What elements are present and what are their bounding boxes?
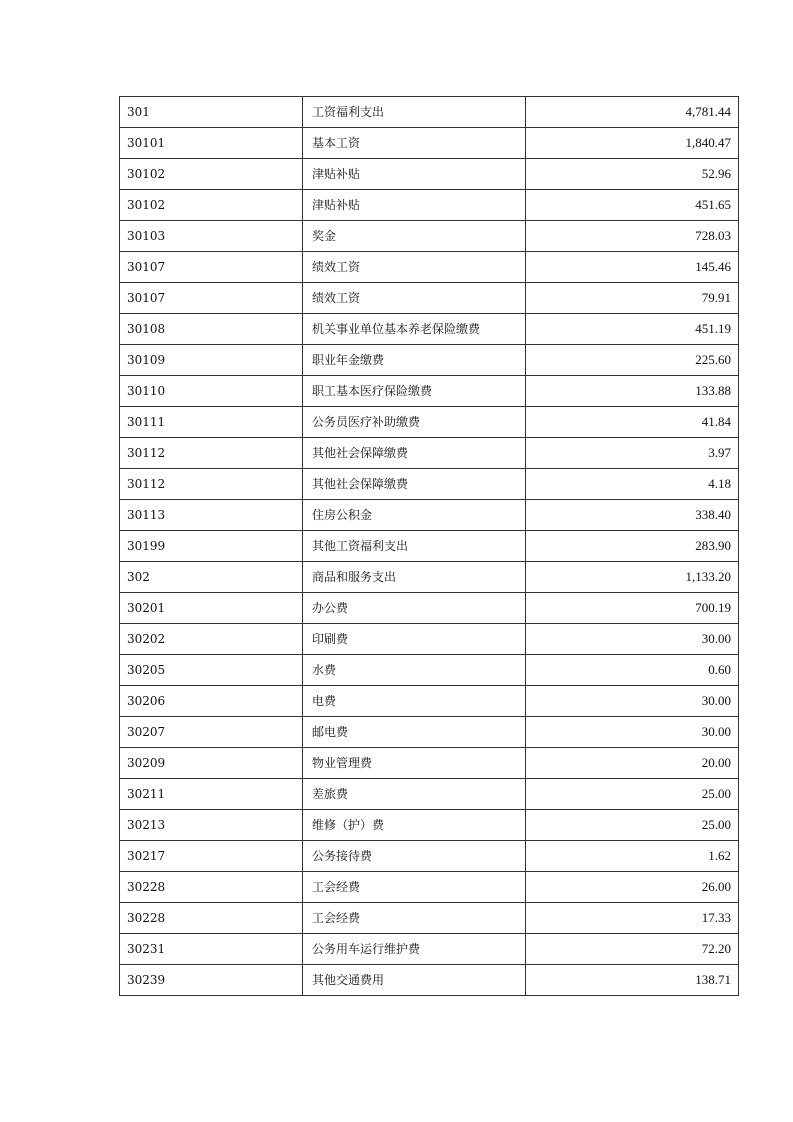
table-row [120,469,739,500]
table-row [120,283,739,314]
economic-code-cell: 30109 [120,345,303,376]
economic-code-cell: 30113 [120,500,303,531]
expenditure-table-body [120,97,739,996]
table-row [120,810,739,841]
amount-cell: 0.60 [526,655,739,686]
amount-cell: 1,840.47 [526,128,739,159]
economic-code-cell: 30112 [120,469,303,500]
item-name-cell: 其他社会保障缴费 [303,438,526,469]
economic-code-cell: 30213 [120,810,303,841]
table-row [120,438,739,469]
economic-code-cell: 301 [120,97,303,128]
table-row [120,345,739,376]
table-row [120,128,739,159]
economic-code-cell: 30211 [120,779,303,810]
table-row [120,314,739,345]
item-name-cell: 印刷费 [303,624,526,655]
amount-cell: 79.91 [526,283,739,314]
amount-cell: 133.88 [526,376,739,407]
table-row [120,221,739,252]
item-name-cell: 绩效工资 [303,252,526,283]
table-row [120,159,739,190]
economic-code-cell: 30108 [120,314,303,345]
amount-cell: 1.62 [526,841,739,872]
table-row [120,97,739,128]
item-name-cell: 办公费 [303,593,526,624]
economic-code-cell: 30217 [120,841,303,872]
item-name-cell: 水费 [303,655,526,686]
amount-cell: 728.03 [526,221,739,252]
item-name-cell: 其他工资福利支出 [303,531,526,562]
item-name-cell: 基本工资 [303,128,526,159]
amount-cell: 138.71 [526,965,739,996]
economic-code-cell: 30231 [120,934,303,965]
economic-code-cell: 30202 [120,624,303,655]
expenditure-table [119,96,739,996]
amount-cell: 145.46 [526,252,739,283]
economic-code-cell: 30228 [120,903,303,934]
item-name-cell: 其他交通费用 [303,965,526,996]
table-row [120,376,739,407]
economic-code-cell: 30103 [120,221,303,252]
table-row [120,500,739,531]
table-row [120,903,739,934]
amount-cell: 3.97 [526,438,739,469]
item-name-cell: 其他社会保障缴费 [303,469,526,500]
amount-cell: 25.00 [526,810,739,841]
amount-cell: 52.96 [526,159,739,190]
table-row [120,562,739,593]
table-row [120,717,739,748]
item-name-cell: 公务员医疗补助缴费 [303,407,526,438]
amount-cell: 17.33 [526,903,739,934]
economic-code-cell: 30207 [120,717,303,748]
table-row [120,965,739,996]
item-name-cell: 绩效工资 [303,283,526,314]
amount-cell: 30.00 [526,717,739,748]
amount-cell: 283.90 [526,531,739,562]
economic-code-cell: 30239 [120,965,303,996]
table-row [120,252,739,283]
economic-code-cell: 30101 [120,128,303,159]
economic-code-cell: 30102 [120,190,303,221]
item-name-cell: 电费 [303,686,526,717]
amount-cell: 700.19 [526,593,739,624]
item-name-cell: 机关事业单位基本养老保险缴费 [303,314,526,345]
table-row [120,531,739,562]
item-name-cell: 工资福利支出 [303,97,526,128]
economic-code-cell: 30228 [120,872,303,903]
amount-cell: 30.00 [526,624,739,655]
table-row [120,593,739,624]
amount-cell: 26.00 [526,872,739,903]
item-name-cell: 差旅费 [303,779,526,810]
table-row [120,748,739,779]
item-name-cell: 职工基本医疗保险缴费 [303,376,526,407]
amount-cell: 4.18 [526,469,739,500]
economic-code-cell: 30111 [120,407,303,438]
item-name-cell: 维修（护）费 [303,810,526,841]
item-name-cell: 商品和服务支出 [303,562,526,593]
economic-code-cell: 30206 [120,686,303,717]
economic-code-cell: 30209 [120,748,303,779]
amount-cell: 20.00 [526,748,739,779]
amount-cell: 225.60 [526,345,739,376]
item-name-cell: 工会经费 [303,872,526,903]
item-name-cell: 住房公积金 [303,500,526,531]
table-row [120,934,739,965]
table-row [120,655,739,686]
item-name-cell: 津贴补贴 [303,159,526,190]
amount-cell: 1,133.20 [526,562,739,593]
table-row [120,407,739,438]
table-row [120,841,739,872]
item-name-cell: 公务接待费 [303,841,526,872]
amount-cell: 25.00 [526,779,739,810]
item-name-cell: 津贴补贴 [303,190,526,221]
amount-cell: 30.00 [526,686,739,717]
amount-cell: 72.20 [526,934,739,965]
item-name-cell: 物业管理费 [303,748,526,779]
economic-code-cell: 30199 [120,531,303,562]
amount-cell: 451.65 [526,190,739,221]
table-row [120,190,739,221]
economic-code-cell: 30201 [120,593,303,624]
economic-code-cell: 302 [120,562,303,593]
item-name-cell: 工会经费 [303,903,526,934]
table-row [120,686,739,717]
table-row [120,779,739,810]
economic-code-cell: 30102 [120,159,303,190]
table-row [120,872,739,903]
amount-cell: 41.84 [526,407,739,438]
item-name-cell: 职业年金缴费 [303,345,526,376]
item-name-cell: 公务用车运行维护费 [303,934,526,965]
item-name-cell: 奖金 [303,221,526,252]
amount-cell: 338.40 [526,500,739,531]
economic-code-cell: 30107 [120,252,303,283]
item-name-cell: 邮电费 [303,717,526,748]
amount-cell: 4,781.44 [526,97,739,128]
economic-code-cell: 30112 [120,438,303,469]
economic-code-cell: 30107 [120,283,303,314]
amount-cell: 451.19 [526,314,739,345]
economic-code-cell: 30110 [120,376,303,407]
economic-code-cell: 30205 [120,655,303,686]
table-row [120,624,739,655]
